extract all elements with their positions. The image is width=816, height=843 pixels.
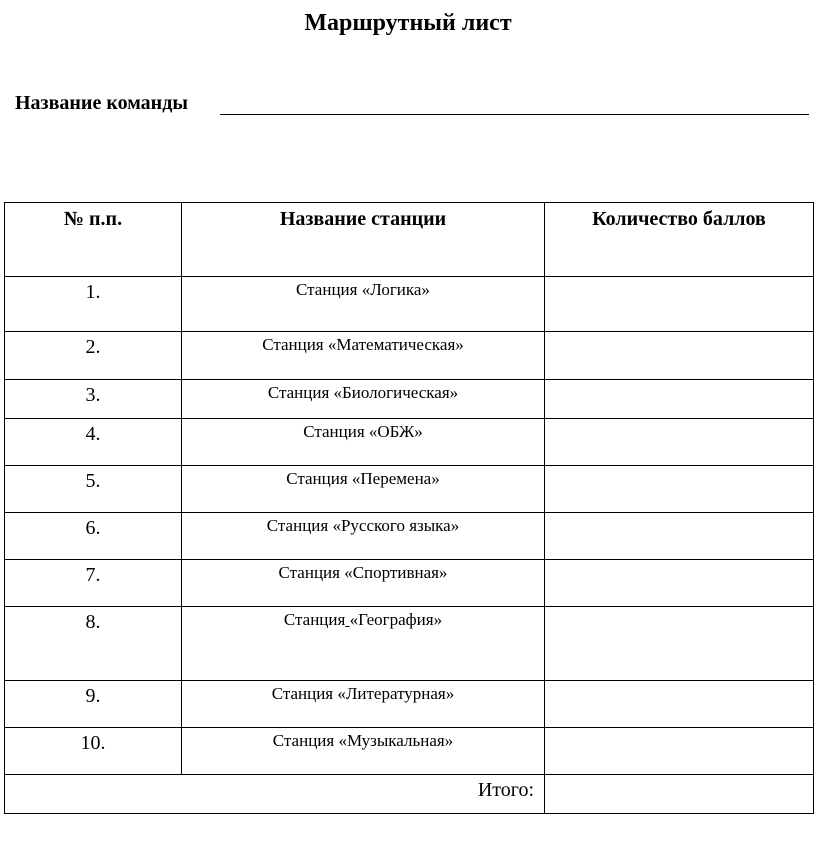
table-row <box>5 380 814 419</box>
row-points-cell[interactable] <box>545 607 814 681</box>
table-row <box>5 728 814 775</box>
total-row <box>5 775 814 814</box>
row-number: 6. <box>5 513 182 560</box>
row-number: 7. <box>5 560 182 607</box>
row-number: 10. <box>5 728 182 775</box>
station-word: Станция <box>283 610 346 629</box>
row-points-cell[interactable] <box>545 513 814 560</box>
table-row <box>5 419 814 466</box>
row-station <box>182 607 545 681</box>
row-station: Станция «Русского языка» <box>182 513 545 560</box>
row-station: Станция «ОБЖ» <box>182 419 545 466</box>
row-points-cell[interactable] <box>545 466 814 513</box>
row-station: Станция «Математическая» <box>182 332 545 380</box>
row-station: Станция «Логика» <box>182 277 545 332</box>
row-number: 9. <box>5 681 182 728</box>
header-points: Количество баллов <box>545 203 814 277</box>
row-points-cell[interactable] <box>545 728 814 775</box>
row-station: Станция «Литературная» <box>182 681 545 728</box>
total-points-cell[interactable] <box>545 775 814 814</box>
row-number: 8. <box>5 607 182 681</box>
table-row <box>5 277 814 332</box>
row-number: 5. <box>5 466 182 513</box>
table-row <box>5 332 814 380</box>
row-points-cell[interactable] <box>545 560 814 607</box>
team-name-field[interactable] <box>15 88 810 118</box>
header-number: № п.п. <box>5 203 182 277</box>
row-number: 3. <box>5 380 182 419</box>
row-number: 1. <box>5 277 182 332</box>
table-row <box>5 466 814 513</box>
total-label: Итого: <box>5 775 545 814</box>
row-points-cell[interactable] <box>545 681 814 728</box>
row-points-cell[interactable] <box>545 332 814 380</box>
header-station: Название станции <box>182 203 545 277</box>
table-row <box>5 560 814 607</box>
row-points-cell[interactable] <box>545 380 814 419</box>
row-station: Станция «Биологическая» <box>182 380 545 419</box>
row-station: Станция «Спортивная» <box>182 560 545 607</box>
row-points-cell[interactable] <box>545 277 814 332</box>
route-table <box>4 202 814 814</box>
row-number: 2. <box>5 332 182 380</box>
row-station: Станция «Перемена» <box>182 466 545 513</box>
team-name-label: Название команды <box>15 92 188 114</box>
table-row <box>5 607 814 681</box>
station-name: «География» <box>349 610 443 629</box>
row-points-cell[interactable] <box>545 419 814 466</box>
table-row <box>5 513 814 560</box>
table-header-row <box>5 203 814 277</box>
row-station: Станция «Музыкальная» <box>182 728 545 775</box>
team-name-blank-line[interactable] <box>220 114 809 115</box>
page-title: Маршрутный лист <box>304 10 512 36</box>
row-number: 4. <box>5 419 182 466</box>
table-row <box>5 681 814 728</box>
